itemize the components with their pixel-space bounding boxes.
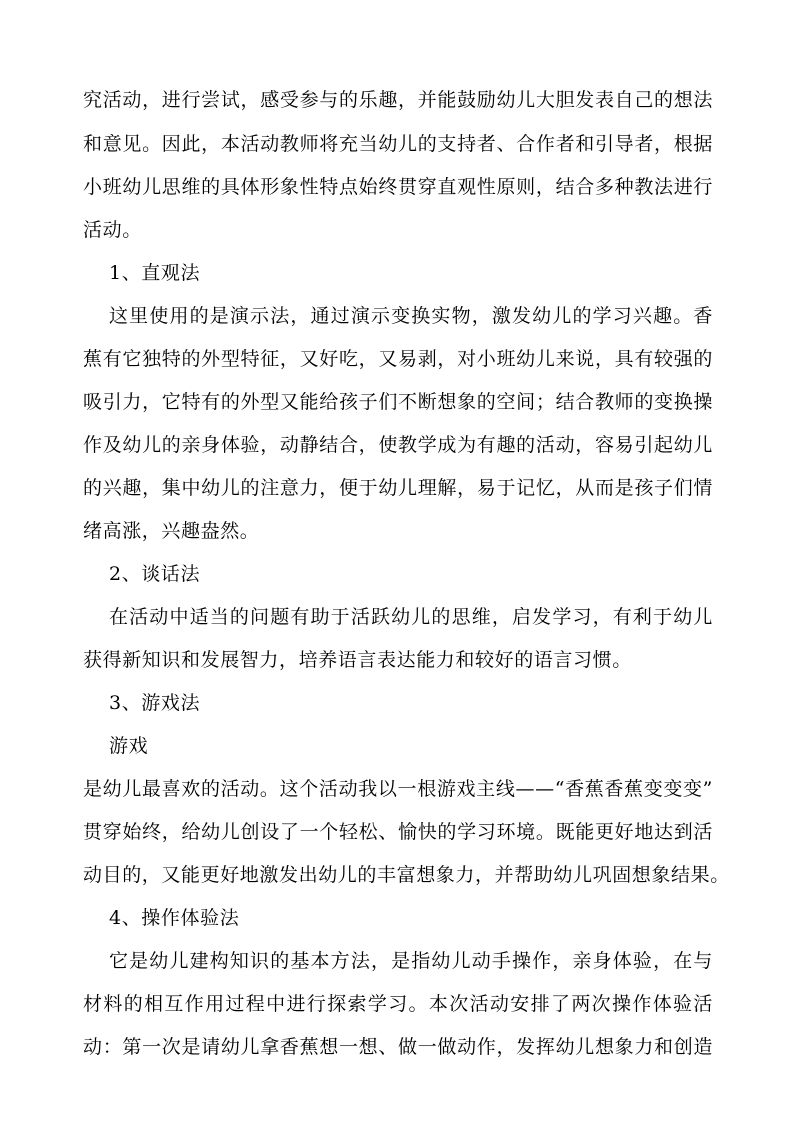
section-1-line-6: 绪高涨，兴趣盎然。 bbox=[83, 520, 260, 542]
section-3-line-1: 游戏 bbox=[109, 735, 149, 757]
section-2-heading: 2、谈话法 bbox=[109, 563, 201, 585]
section-1-line-1: 这里使用的是演示法，通过演示变换实物，激发幼儿的学习兴趣。香 bbox=[109, 305, 713, 327]
section-4-line-2: 材料的相互作用过程中进行探索学习。本次活动安排了两次操作体验活 bbox=[83, 993, 713, 1015]
section-4-heading: 4、操作体验法 bbox=[109, 907, 240, 929]
section-3-line-3: 贯穿始终，给幼儿创设了一个轻松、愉快的学习环境。既能更好地达到活 bbox=[83, 821, 713, 843]
section-2-line-1: 在活动中适当的问题有助于活跃幼儿的思维，启发学习，有利于幼儿 bbox=[109, 606, 713, 628]
intro-line-3: 小班幼儿思维的具体形象性特点始终贯穿直观性原则，结合多种教法进行 bbox=[83, 176, 713, 198]
section-1-line-5: 的兴趣，集中幼儿的注意力，便于幼儿理解，易于记忆，从而是孩子们情 bbox=[83, 477, 713, 499]
intro-line-4: 活动。 bbox=[83, 219, 142, 241]
intro-line-1: 究活动，进行尝试，感受参与的乐趣，并能鼓励幼儿大胆发表自己的想法 bbox=[83, 89, 713, 111]
section-2-line-2: 获得新知识和发展智力，培养语言表达能力和较好的语言习惯。 bbox=[83, 649, 632, 671]
section-3-line-2: 是幼儿最喜欢的活动。这个活动我以一根游戏主线——“香蕉香蕉变变变” bbox=[83, 778, 713, 800]
section-1-heading: 1、直观法 bbox=[109, 262, 201, 284]
section-4-line-1: 它是幼儿建构知识的基本方法，是指幼儿动手操作，亲身体验，在与 bbox=[109, 950, 713, 972]
section-1-line-2: 蕉有它独特的外型特征，又好吃，又易剥，对小班幼儿来说，具有较强的 bbox=[83, 348, 713, 370]
section-4-line-3: 动：第一次是请幼儿拿香蕉想一想、做一做动作，发挥幼儿想象力和创造 bbox=[83, 1036, 713, 1058]
intro-line-2: 和意见。因此，本活动教师将充当幼儿的支持者、合作者和引导者，根据 bbox=[83, 133, 713, 155]
section-3-heading: 3、游戏法 bbox=[109, 692, 201, 714]
section-1-line-3: 吸引力，它特有的外型又能给孩子们不断想象的空间；结合教师的变换操 bbox=[83, 391, 713, 413]
section-3-line-4: 动目的，又能更好地激发出幼儿的丰富想象力，并帮助幼儿巩固想象结果。 bbox=[83, 864, 730, 886]
section-1-line-4: 作及幼儿的亲身体验，动静结合，使教学成为有趣的活动，容易引起幼儿 bbox=[83, 434, 713, 456]
